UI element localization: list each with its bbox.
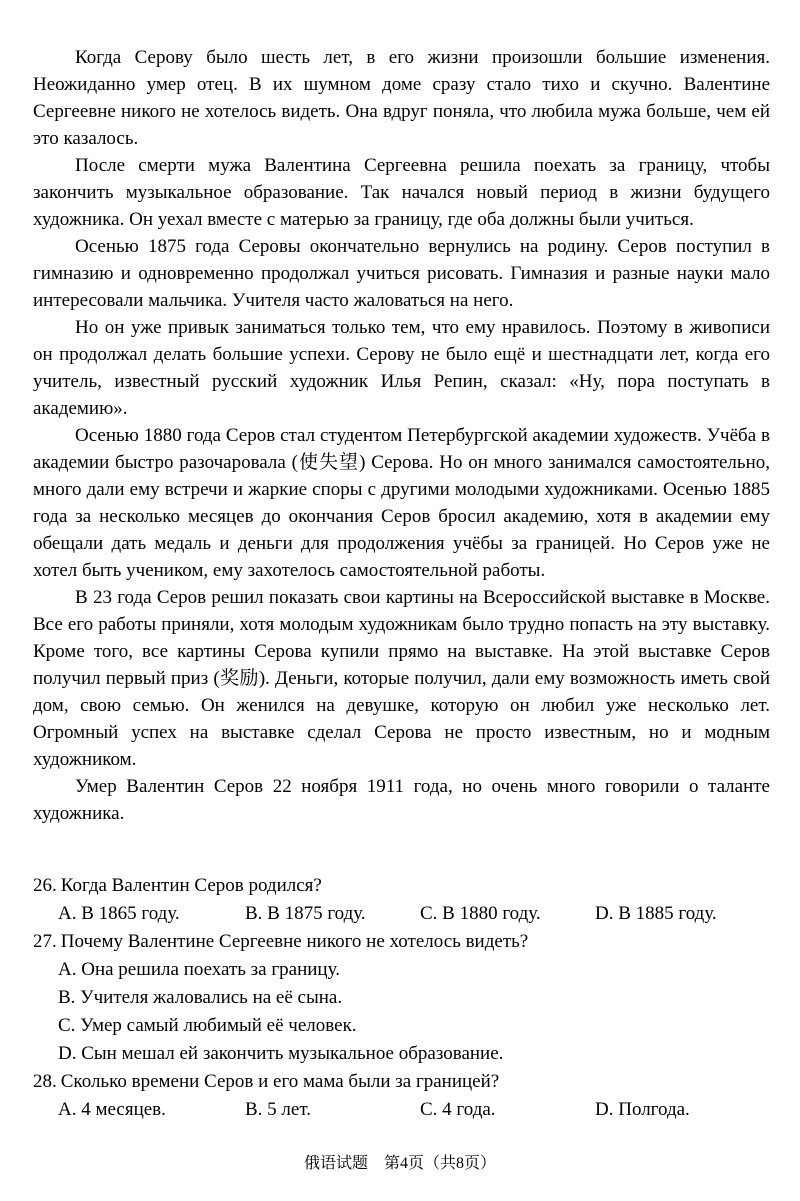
question-26 <box>33 872 770 928</box>
question-27-option-b: B. Учителя жаловались на её сына. <box>58 987 343 1008</box>
questions-section <box>33 872 770 1124</box>
question-27-option-c: C. Умер самый любимый её человек. <box>58 1015 357 1036</box>
question-27-stem <box>33 928 770 956</box>
reading-passage <box>33 44 770 827</box>
question-26-option-c: C. В 1880 году. <box>420 903 541 924</box>
question-26-option-d: D. В 1885 году. <box>595 903 717 924</box>
question-28-options <box>33 1096 770 1124</box>
question-26-options <box>33 900 770 928</box>
passage-paragraph-4: Но он уже привык заниматься только тем, что ему нравилось. Поэтому в живописи он продолжал делать большие успехи. Серову не было ещё и шестнадцати лет, когда его учитель, известный русский художник Илья Репин, сказал: «Ну, пора поступать в академию». <box>33 317 770 419</box>
question-28-option-a: A. 4 месяцев. <box>58 1099 166 1120</box>
question-28-stem <box>33 1068 770 1096</box>
question-28 <box>33 1068 770 1124</box>
question-26-option-b: B. В 1875 году. <box>245 903 366 924</box>
question-27-options <box>33 956 770 1068</box>
passage-paragraph-6: В 23 года Серов решил показать свои картины на Всероссийской выставке в Москве. Все его работы приняли, хотя молодым художникам было трудно попасть на эту выставку. Кроме того, все картины Серова купили прямо на выставке. На этой выставке Серов получил первый приз (奖励). Деньги, которые получил, дали ему возможность иметь свой дом, свою семью. Он женился на девушке, которую он любил уже несколько лет. Огромный успех на выставке сделал Серова не просто известным, но и модным художником. <box>33 587 770 770</box>
passage-paragraph-7: Умер Валентин Серов 22 ноября 1911 года, но очень много говорили о таланте художника. <box>33 776 770 824</box>
question-27-option-d: D. Сын мешал ей закончить музыкальное образование. <box>58 1043 504 1064</box>
question-26-text: Когда Валентин Серов родился? <box>60 875 322 896</box>
question-26-number: 26. <box>33 875 57 896</box>
passage-paragraph-5: Осенью 1880 года Серов стал студентом Петербургской академии художеств. Учёба в академии быстро разочаровала (使失望) Серова. Но он много занимался самостоятельно, много дали ему встречи и жаркие споры с другими молодыми художниками. Осенью 1885 года за несколько месяцев до окончания Серов бросил академию, хотя в академии ему обещали дать медаль и деньги для продолжения учёбы за границей. Но Серов уже не хотел быть учеником, ему захотелось самостоятельной работы. <box>33 425 770 581</box>
page-footer: 俄语试题 第4页（共8页） <box>303 1155 496 1172</box>
question-28-option-b: B. 5 лет. <box>245 1099 311 1120</box>
question-28-option-c: C. 4 года. <box>420 1099 496 1120</box>
question-26-stem <box>33 872 770 900</box>
question-27 <box>33 928 770 1068</box>
question-28-number: 28. <box>33 1071 57 1092</box>
passage-paragraph-1: Когда Серову было шесть лет, в его жизни произошли большие изменения. Неожиданно умер отец. В их шумном доме сразу стало тихо и скучно. Валентине Сергеевне никого не хотелось видеть. Она вдруг поняла, что любила мужа больше, чем ей это казалось. <box>33 47 770 149</box>
question-28-option-d: D. Полгода. <box>595 1099 690 1120</box>
question-27-option-a: A. Она решила поехать за границу. <box>58 959 340 980</box>
question-26-option-a: A. В 1865 году. <box>58 903 180 924</box>
passage-paragraph-3: Осенью 1875 года Серовы окончательно вернулись на родину. Серов поступил в гимназию и одновременно продолжал учиться рисовать. Гимназия и разные науки мало интересовали мальчика. Учителя часто жаловаться на него. <box>33 236 770 311</box>
question-28-text: Сколько времени Серов и его мама были за границей? <box>60 1071 500 1092</box>
question-27-number: 27. <box>33 931 57 952</box>
question-27-text: Почему Валентине Сергеевне никого не хотелось видеть? <box>60 931 529 952</box>
passage-paragraph-2: После смерти мужа Валентина Сергеевна решила поехать за границу, чтобы закончить музыкальное образование. Так начался новый период в жизни будущего художника. Он уехал вместе с матерью за границу, где оба должны были учиться. <box>33 155 770 230</box>
